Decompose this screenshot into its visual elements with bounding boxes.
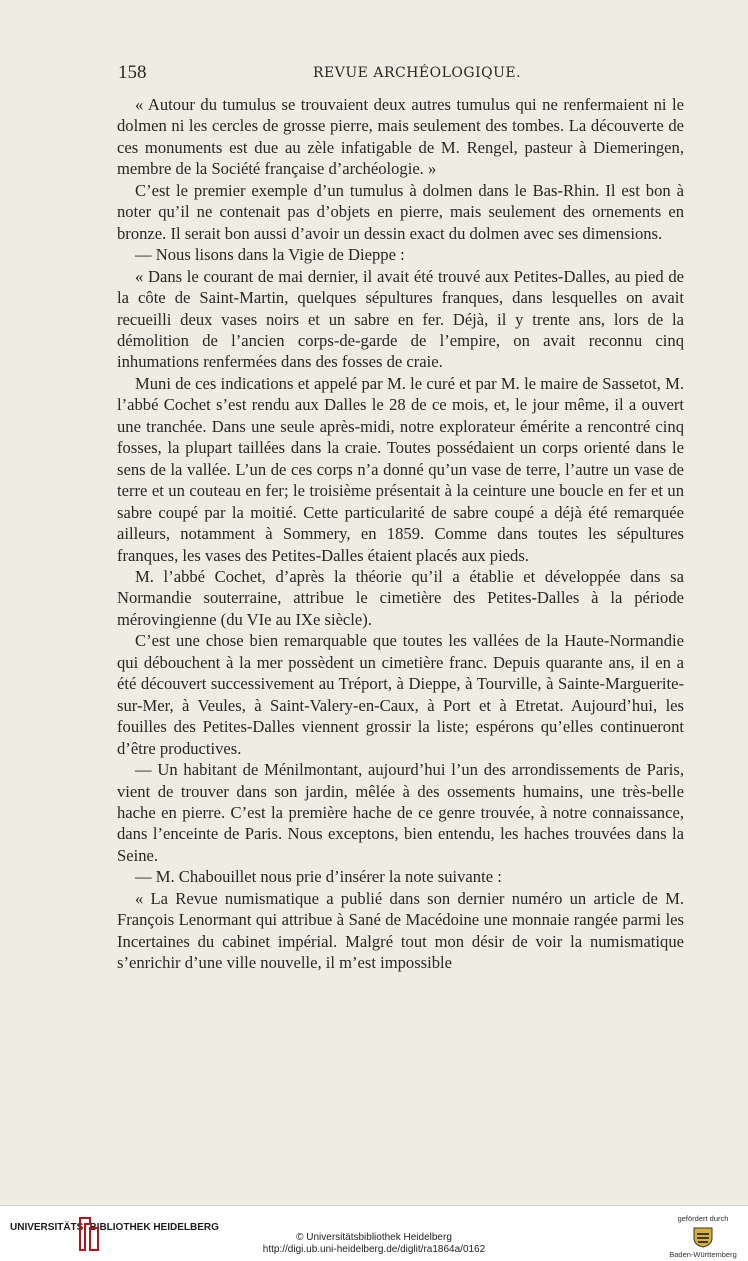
paragraph: « La Revue numismatique a publié dans son dernier numéro un article de M. François Lenormant qui attribue à Sané de Macédoine une monnaie rangée parmi les Incertaines du cabinet impérial. Malgré tout mon désir de voir la numismatique s’enrichir d’une ville nouvelle, il m’est impossible: [117, 888, 684, 973]
baden-wuerttemberg-crest-icon: [690, 1226, 716, 1248]
running-title: REVUE ARCHÉOLOGIQUE.: [313, 65, 522, 81]
funded-by-label: gefördert durch: [677, 1214, 729, 1223]
copyright-block: [0, 1232, 748, 1256]
paragraph: — Nous lisons dans la Vigie de Dieppe :: [135, 245, 405, 265]
paragraph: — M. Chabouillet nous prie d’insérer la note suivante :: [135, 867, 502, 887]
page-header: [118, 62, 683, 86]
paragraph: C’est une chose bien remarquable que toutes les vallées de la Haute-Normandie qui débouchent à la mer possèdent un cimetière franc. Depuis quarante ans, il en a été découvert successivement au Tréport, à Dieppe, à Tourville, à Sainte-Marguerite-sur-Mer, à Veules, à Saint-Valery-en-Caux, à Port et à Etretat. Aujourd’hui, les fouilles des Petites-Dalles viennent grossir la liste; espérons qu’elles continueront d’être productives.: [117, 631, 684, 758]
funder-name: Baden-Württemberg: [669, 1250, 737, 1259]
copyright-line: © Universitätsbibliothek Heidelberg: [296, 1232, 452, 1243]
article-body: [117, 94, 684, 974]
paragraph: « Autour du tumulus se trouvaient deux autres tumulus qui ne renfermaient ni le dolmen ni les cercles de grosse pierre, mais seulement des tombes. La découverte de ces monuments est due au zèle infatigable de M. Rengel, pasteur à Diemeringen, membre de la Société française d’archéologie. »: [117, 95, 684, 179]
paragraph: M. l’abbé Cochet, d’après la théorie qu’il a établie et développée dans sa Normandie souterraine, attribue le cimetière des Petites-Dalles à la période mérovingienne (du VIe au IXe siècle).: [117, 566, 684, 629]
funding-note: [668, 1214, 738, 1259]
paragraph: C’est le premier exemple d’un tumulus à dolmen dans le Bas-Rhin. Il est bon à noter qu’il ne contenait pas d’objets en pierre, mais seulement des ornements en bronze. Il serait bon aussi d’avoir un dessin exact du dolmen avec ses dimensions.: [117, 180, 684, 243]
digitization-footer: [0, 1205, 748, 1261]
library-logo-text: UNIVERSITÄTS- BIBLIOTHEK HEIDELBERG: [10, 1222, 219, 1233]
permalink[interactable]: http://digi.ub.uni-heidelberg.de/diglit/ra1864a/0162: [262, 1244, 486, 1255]
paragraph: — Un habitant de Ménilmontant, aujourd’hui l’un des arrondissements de Paris, vient de trouver dans son jardin, mêlée à des ossements humains, une très-belle hache en pierre. C’est la première hache de ce genre trouvée, à notre connaissance, dans l’enceinte de Paris. Nous exceptons, bien entendu, les haches trouvées dans la Seine.: [117, 760, 684, 865]
paragraph: « Dans le courant de mai dernier, il avait été trouvé aux Petites-Dalles, au pied de la côte de Saint-Martin, quelques sépultures franques, dans lesquelles on avait recueilli deux vases noirs et un sabre en fer. Déjà, il y trente ans, lors de la démolition de l’ancien corps-de-garde de l’empire, on avait reconnu cinq inhumations renfermées dans des fosses de craie.: [117, 266, 684, 372]
page-number: 158: [118, 62, 147, 83]
paragraph: Muni de ces indications et appelé par M. le curé et par M. le maire de Sassetot, M. l’abbé Cochet s’est rendu aux Dalles le 28 de ce mois, et, le jour même, il a ouvert une tranchée. Dans une seule après-midi, notre explorateur émérite a rencontré cinq fosses, la plupart taillées dans la craie. Toutes possédaient un corps orienté dans le sens de la vallée. L’un de ces corps n’a donné qu’un vase de terre, l’autre un vase de terre et un couteau en fer; le troisième présentait à la ceinture une boucle en fer et un sabre coupé par la moitié. Cette particularité de sabre coupé a déjà été remarquée ailleurs, notamment à Sommery, en 1859. Comme dans toutes les sépultures franques, les vases des Petites-Dalles étaient placés aux pieds.: [117, 373, 684, 565]
